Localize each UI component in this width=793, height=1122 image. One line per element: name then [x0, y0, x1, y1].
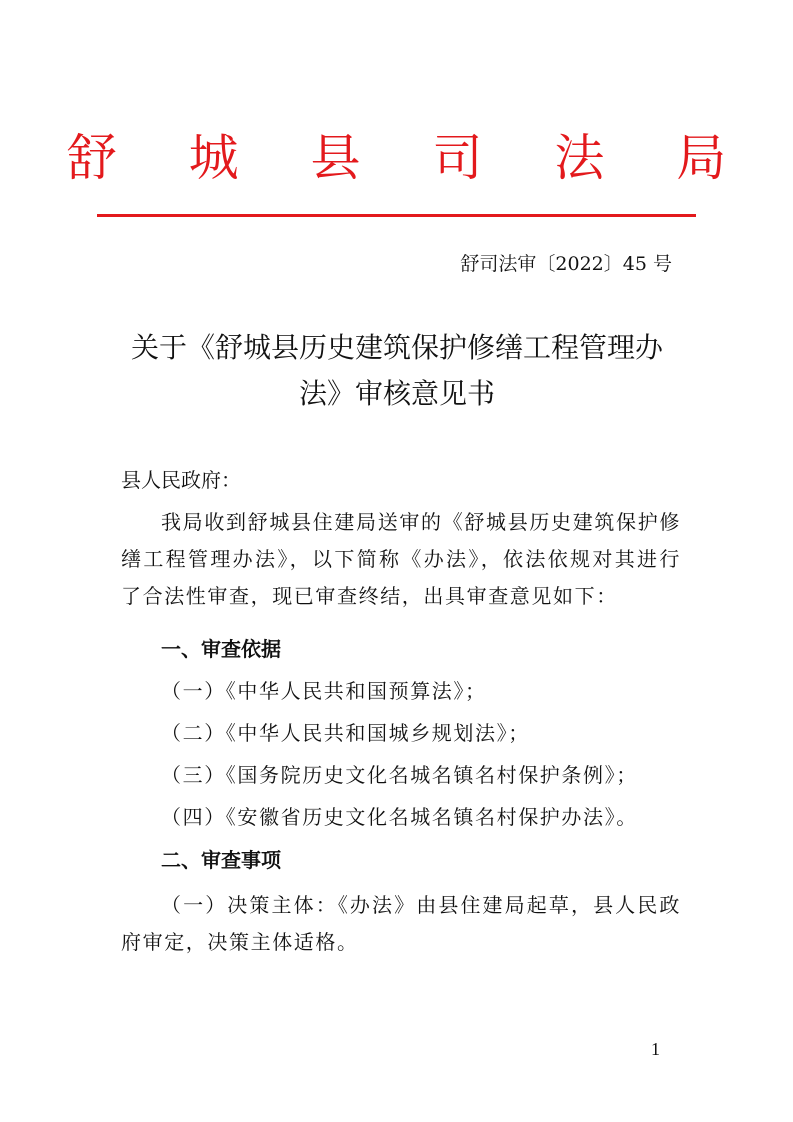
list-item: （二）《中华人民共和国城乡规划法》； — [161, 721, 530, 745]
document-title — [110, 325, 684, 417]
page-number: 1 — [651, 1039, 660, 1059]
section-heading-review-matters: 二、审查事项 — [161, 848, 281, 872]
review-matters-paragraph: （一）决策主体：《办法》由县住建局起草，县人民政府审定，决策主体适格。 — [121, 893, 681, 954]
list-item: （四）《安徽省历史文化名城名镇名村保护办法》。 — [161, 805, 638, 829]
title-line-1: 关于《舒城县历史建筑保护修缮工程管理办 — [130, 331, 663, 364]
document-number: 舒司法审〔2022〕45 号 — [460, 253, 672, 275]
salutation: 县人民政府： — [121, 468, 241, 492]
review-basis-list — [161, 676, 638, 844]
section-heading-review-basis: 一、审查依据 — [161, 637, 281, 661]
title-line-2: 法》审核意见书 — [298, 377, 495, 410]
intro-paragraph: 我局收到舒城县住建局送审的《舒城县历史建筑保护修缮工程管理办法》，以下简称《办法》，依法依规对其进行了合法性审查，现已审查终结，出具审查意见如下： — [121, 510, 681, 608]
list-item: （三）《国务院历史文化名城名镇名村保护条例》； — [161, 763, 638, 787]
list-item: （一）《中华人民共和国预算法》； — [161, 679, 487, 703]
agency-masthead: 舒 城 县 司 法 局 — [66, 129, 755, 187]
masthead-divider — [97, 214, 696, 217]
